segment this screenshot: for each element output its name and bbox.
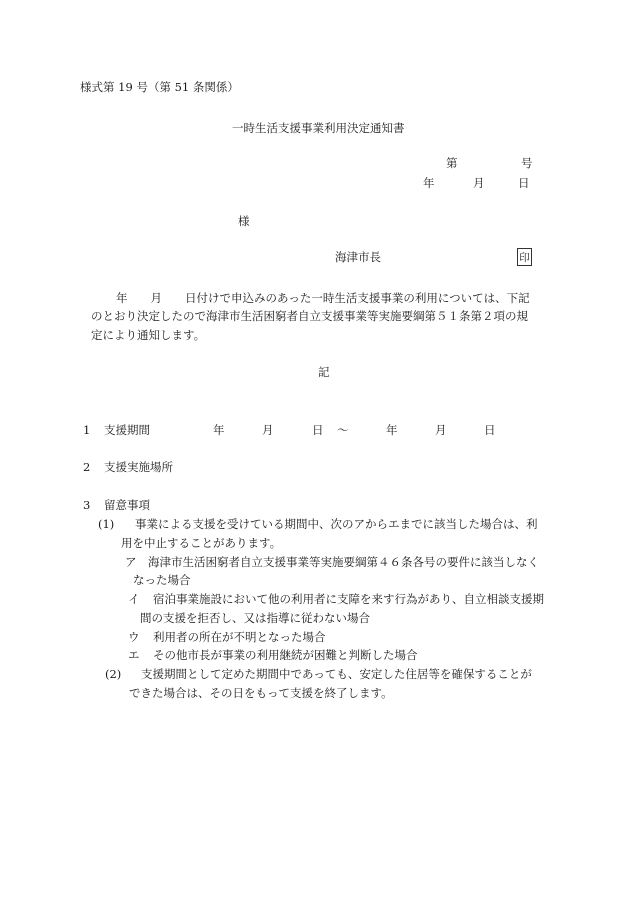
sub-u-marker: ウ bbox=[128, 630, 140, 644]
sub-e-line-1: その他市長が事業の利用継続が困難と判断した場合 bbox=[153, 648, 418, 662]
document-title: 一時生活支援事業利用決定通知書 bbox=[232, 121, 405, 135]
seal-mark: 印 bbox=[517, 248, 532, 266]
item-2-number: 2 bbox=[83, 460, 91, 474]
body-line-3: 定により通知します。 bbox=[91, 328, 206, 342]
date-day: 日 bbox=[518, 176, 530, 190]
number-prefix: 第 bbox=[446, 156, 458, 170]
note-2-marker: (2) bbox=[105, 667, 122, 681]
addressee-suffix: 様 bbox=[238, 214, 250, 228]
sub-i-marker: イ bbox=[128, 592, 140, 606]
note-2-line-2: できた場合は、その日をもって支援を終了します。 bbox=[129, 686, 393, 700]
sub-i-line-2: 間の支援を拒否し、又は指導に従わない場合 bbox=[140, 611, 370, 625]
sub-a-line-2: なった場合 bbox=[133, 573, 191, 587]
item-1-number: 1 bbox=[83, 423, 91, 437]
note-1-marker: (1) bbox=[98, 517, 115, 531]
number-suffix: 号 bbox=[521, 156, 533, 170]
period-end-month: 月 bbox=[435, 423, 447, 437]
body-line-1: 年 月 日付けで申込みのあった一時生活支援事業の利用については、下記 bbox=[116, 291, 530, 305]
note-2-line-1: 支援期間として定めた期間中であっても、安定した住居等を確保することが bbox=[141, 667, 532, 681]
period-end-day: 日 bbox=[484, 423, 496, 437]
sub-u-line-1: 利用者の所在が不明となった場合 bbox=[153, 630, 326, 644]
body-line-2: のとおり決定したので海津市生活困窮者自立支援事業等実施要綱第５１条第２項の規 bbox=[91, 309, 528, 323]
period-start-year: 年 bbox=[213, 423, 225, 437]
note-1-line-1: 事業による支援を受けている期間中、次のアからエまでに該当した場合は、利 bbox=[135, 517, 538, 531]
sub-e-marker: エ bbox=[128, 648, 140, 662]
note-1-line-2: 用を中止することがあります。 bbox=[121, 536, 282, 550]
issuer: 海津市長 bbox=[335, 250, 381, 264]
form-label: 様式第 19 号（第 51 条関係） bbox=[80, 80, 239, 94]
period-tilde: ～ bbox=[337, 423, 349, 437]
date-month: 月 bbox=[473, 176, 485, 190]
item-3-label: 留意事項 bbox=[104, 498, 150, 512]
sub-a-line-1: 海津市生活困窮者自立支援事業等実施要綱第４６条各号の要件に該当しなく bbox=[148, 555, 539, 569]
item-1-label: 支援期間 bbox=[104, 423, 150, 437]
ki-mark: 記 bbox=[318, 365, 330, 379]
sub-i-line-1: 宿泊事業施設において他の利用者に支障を来す行為があり、自立相談支援期 bbox=[153, 592, 544, 606]
item-2-label: 支援実施場所 bbox=[104, 460, 173, 474]
period-start-day: 日 bbox=[312, 423, 324, 437]
item-3-number: 3 bbox=[83, 498, 91, 512]
period-start-month: 月 bbox=[262, 423, 274, 437]
sub-a-marker: ア bbox=[125, 555, 137, 569]
period-end-year: 年 bbox=[386, 423, 398, 437]
date-year: 年 bbox=[423, 176, 435, 190]
